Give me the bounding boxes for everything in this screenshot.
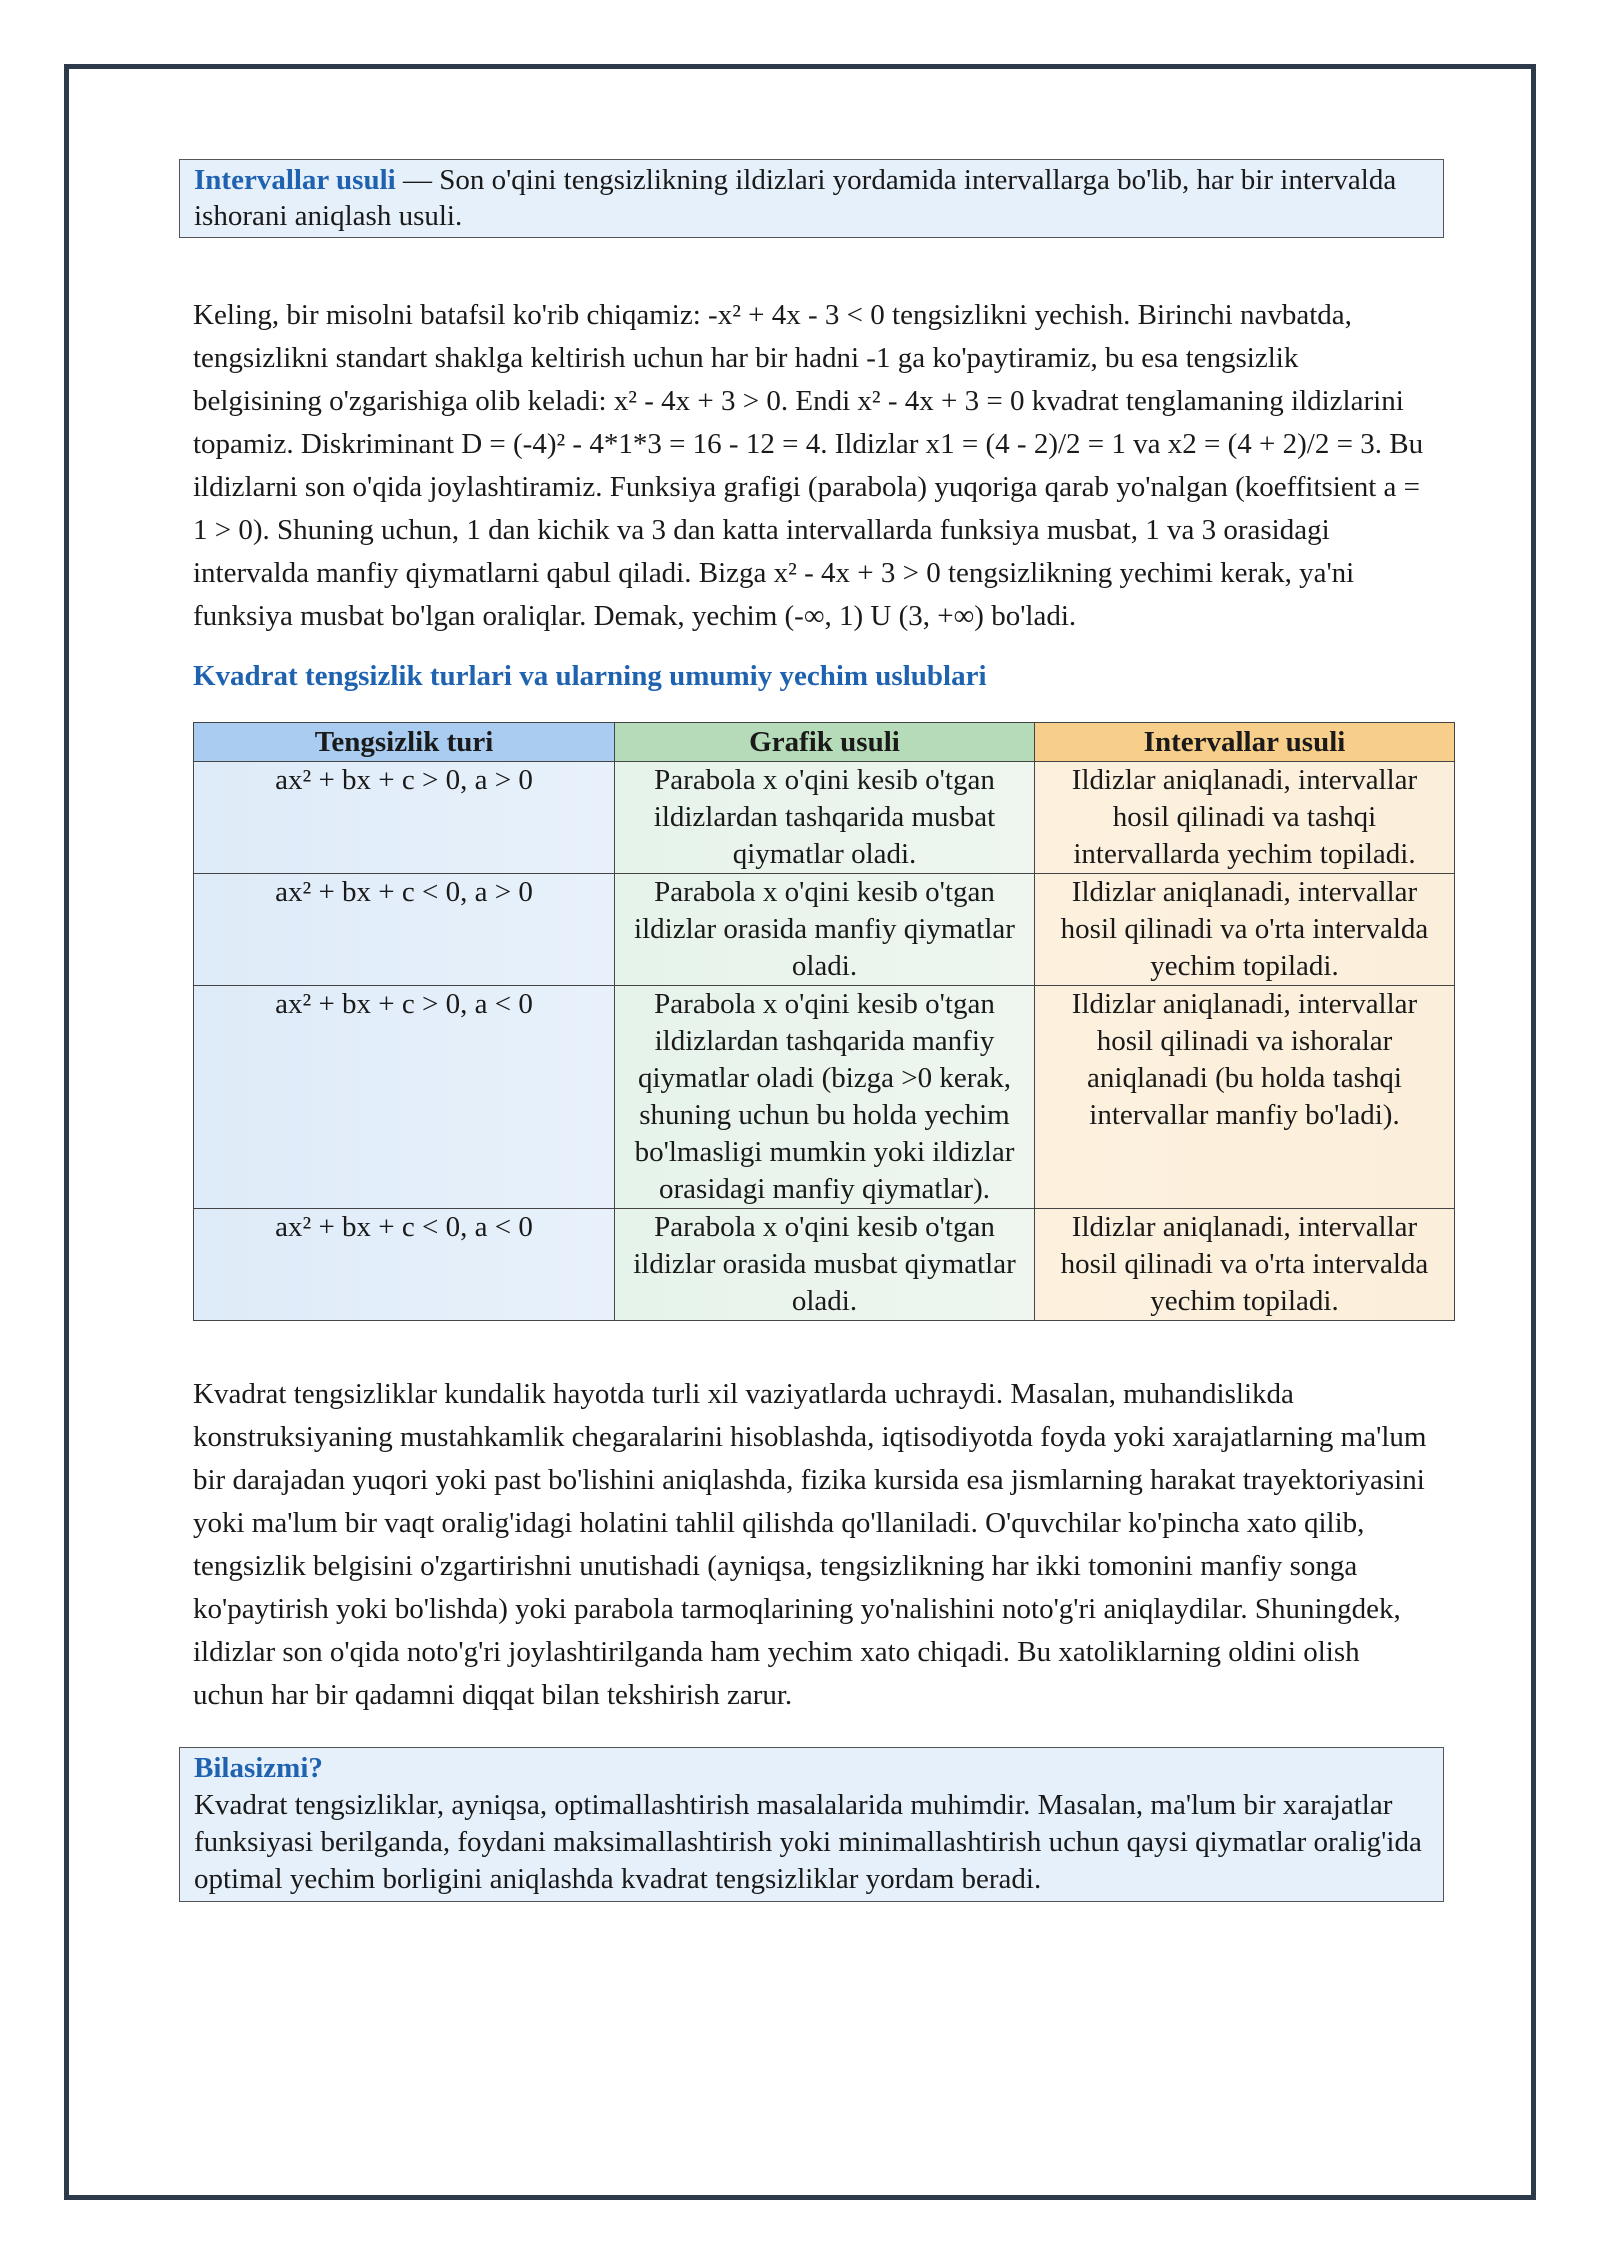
applications-paragraph: Kvadrat tengsizliklar kundalik hayotda turli xil vaziyatlarda uchraydi. Masalan, muhandislikda konstruksiyaning mustahkamlik chegaralarini hisoblashda, iqtisodiyotda foyda yoki xarajatlarning ma'lum bir darajadan yuqori yoki past bo'lishini aniqlashda, fizika kursida esa jismlarning harakat trayektoriyasini yoki ma'lum bir vaqt oralig'idagi holatini tahlil qilishda qo'llaniladi. O'quvchilar ko'pincha xato qilib, tengsizlik belgisini o'zgartirishni unutishadi (ayniqsa, tengsizlikning har ikki tomonini manfiy songa ko'paytirish yoki bo'lishda) yoki parabola tarmoqlarining yo'nalishini noto'g'ri aniqlaydilar. Shuningdek, ildizlar son o'qida noto'g'ri joylashtirilganda ham yechim xato chiqadi. Bu xatoliklarning oldini olish uchun har bir qadamni diqqat bilan tekshirish zarur. xyxy=(193,1378,1427,1711)
table-cell-type: ax² + bx + c > 0, a < 0 xyxy=(194,986,615,1209)
table-cell-type: ax² + bx + c < 0, a < 0 xyxy=(194,1209,615,1321)
page-content xyxy=(179,159,1444,1902)
note-title: Bilasizmi? xyxy=(194,1752,323,1784)
table-cell-type: ax² + bx + c > 0, a > 0 xyxy=(194,762,615,874)
table-cell-graphic: Parabola x o'qini kesib o'tgan ildizlardan tashqarida manfiy qiymatlar oladi (bizga >0 kerak, shuning uchun bu holda yechim bo'lmasligi mumkin yoki ildizlar orasidagi manfiy qiymatlar). xyxy=(615,986,1035,1209)
table-row xyxy=(194,874,1455,986)
definition-term: Intervallar usuli xyxy=(194,164,396,196)
table-cell-interval: Ildizlar aniqlanadi, intervallar hosil qilinadi va tashqi intervallarda yechim topiladi. xyxy=(1035,762,1455,874)
table-header-cell: Tengsizlik turi xyxy=(194,723,615,762)
table-cell-graphic: Parabola x o'qini kesib o'tgan ildizlar orasida musbat qiymatlar oladi. xyxy=(615,1209,1035,1321)
example-paragraph: Keling, bir misolni batafsil ko'rib chiqamiz: -x² + 4x - 3 < 0 tengsizlikni yechish. Birinchi navbatda, tengsizlikni standart shaklga keltirish uchun har bir hadni -1 ga ko'paytiramiz, bu esa tengsizlik belgisining o'zgarishiga olib keladi: x² - 4x + 3 > 0. Endi x² - 4x + 3 = 0 kvadrat tenglamaning ildizlarini topamiz. Diskriminant D = (-4)² - 4*1*3 = 16 - 12 = 4. Ildizlar x1 = (4 - 2)/2 = 1 va x2 = (4 + 2)/2 = 3. Bu ildizlarni son o'qida joylashtiramiz. Funksiya grafigi (parabola) yuqoriga qarab yo'nalgan (koeffitsient a = 1 > 0). Shuning uchun, 1 dan kichik va 3 dan katta intervallarda funksiya musbat, 1 va 3 orasidagi intervalda manfiy qiymatlarni qabul qiladi. Bizga x² - 4x + 3 > 0 tengsizlikning yechimi kerak, ya'ni funksiya musbat bo'lgan oraliqlar. Demak, yechim (-∞, 1) U (3, +∞) bo'ladi. xyxy=(193,299,1424,632)
definition-text: — Son o'qini tengsizlikning ildizlari yordamida intervallarga bo'lib, har bir intervalda ishorani aniqlash usuli. xyxy=(194,164,1397,232)
table-cell-graphic: Parabola x o'qini kesib o'tgan ildizlar orasida manfiy qiymatlar oladi. xyxy=(615,874,1035,986)
table-cell-type: ax² + bx + c < 0, a > 0 xyxy=(194,874,615,986)
did-you-know-box xyxy=(179,1747,1444,1902)
table-cell-interval: Ildizlar aniqlanadi, intervallar hosil qilinadi va ishoralar aniqlanadi (bu holda tashqi intervallar manfiy bo'ladi). xyxy=(1035,986,1455,1209)
table-cell-interval: Ildizlar aniqlanadi, intervallar hosil qilinadi va o'rta intervalda yechim topiladi. xyxy=(1035,874,1455,986)
comparison-table xyxy=(193,722,1455,1321)
definition-box xyxy=(179,159,1444,238)
table-row xyxy=(194,1209,1455,1321)
section-heading: Kvadrat tengsizlik turlari va ularning umumiy yechim uslublari xyxy=(193,660,987,692)
page-frame xyxy=(64,64,1536,2200)
table-row xyxy=(194,762,1455,874)
table-row xyxy=(194,986,1455,1209)
table-cell-interval: Ildizlar aniqlanadi, intervallar hosil qilinadi va o'rta intervalda yechim topiladi. xyxy=(1035,1209,1455,1321)
table-header-cell: Grafik usuli xyxy=(615,723,1035,762)
table-cell-graphic: Parabola x o'qini kesib o'tgan ildizlardan tashqarida musbat qiymatlar oladi. xyxy=(615,762,1035,874)
table-header-cell: Intervallar usuli xyxy=(1035,723,1455,762)
note-text: Kvadrat tengsizliklar, ayniqsa, optimallashtirish masalalarida muhimdir. Masalan, ma'lum bir xarajatlar funksiyasi berilganda, foydani maksimallashtirish yoki minimallashtirish uchun qaysi qiymatlar oralig'ida optimal yechim borligini aniqlashda kvadrat tengsizliklar yordam beradi. xyxy=(194,1789,1422,1895)
table-header-row xyxy=(194,723,1455,762)
